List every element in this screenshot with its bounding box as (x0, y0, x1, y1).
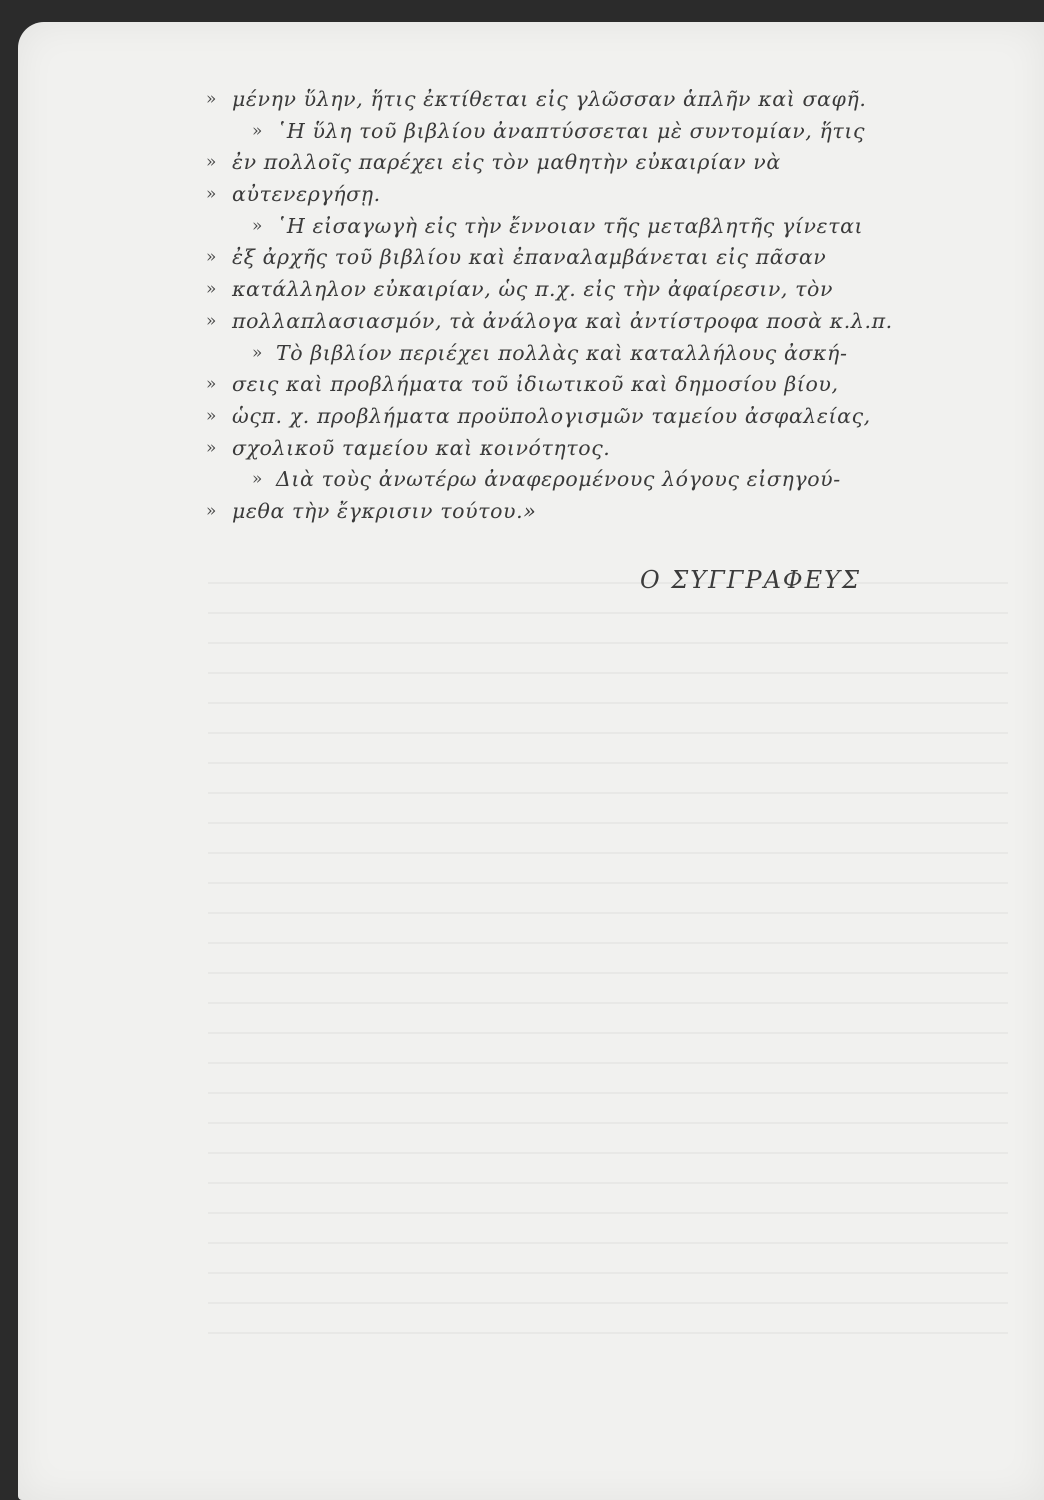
quote-mark: » (206, 405, 218, 426)
quote-mark: » (252, 342, 264, 363)
quote-mark: » (252, 469, 264, 490)
line-text: αὐτενεργήσῃ. (232, 182, 381, 207)
text-line (206, 464, 1036, 496)
quote-mark: » (252, 215, 264, 236)
text-line (206, 147, 1036, 179)
text-line (206, 116, 1036, 148)
text-line (206, 433, 1036, 465)
text-line (206, 274, 1036, 306)
show-through-texture (208, 582, 1008, 1402)
quoted-text-block (206, 84, 1036, 528)
text-line (206, 338, 1036, 370)
line-text: σεις καὶ προβλήματα τοῦ ἰδιωτικοῦ καὶ δημοσίου βίου, (232, 372, 839, 397)
quote-mark: » (206, 247, 218, 268)
quote-mark: » (252, 120, 264, 141)
quote-mark: » (206, 310, 218, 331)
line-text: ὡςπ. χ. προβλήματα προϋπολογισμῶν ταμείου ἀσφαλείας, (232, 403, 871, 428)
quote-mark: » (206, 89, 218, 109)
line-text: ῾Η ὕλη τοῦ βιβλίου ἀναπτύσσεται μὲ συντομίαν, ἥτις (276, 118, 866, 143)
line-text: σχολικοῦ ταμείου καὶ κοινότητος. (232, 435, 611, 460)
quote-mark: » (206, 374, 218, 395)
quote-mark: » (206, 152, 218, 173)
line-text: μένην ὕλην, ἥτις ἐκτίθεται εἰς γλῶσσαν ἁπλῆν καὶ σαφῆ. (232, 87, 867, 111)
quote-mark: » (206, 279, 218, 300)
text-line (206, 401, 1036, 433)
line-text: κατάλληλον εὐκαιρίαν, ὡς π.χ. εἰς τὴν ἀφαίρεσιν, τὸν (232, 277, 834, 302)
author-signature: Ο ΣΥΓΓΡΑΦΕΥΣ (640, 566, 861, 594)
line-text: Τὸ βιβλίον περιέχει πολλὰς καὶ καταλλήλους ἀσκή- (276, 340, 848, 365)
document-page (18, 22, 1044, 1500)
line-text: ἐξ ἀρχῆς τοῦ βιβλίου καὶ ἐπαναλαμβάνεται εἰς πᾶσαν (232, 245, 827, 270)
text-line (206, 84, 1036, 116)
line-text: ἐν πολλοῖς παρέχει εἰς τὸν μαθητὴν εὐκαιρίαν νὰ (232, 150, 781, 175)
line-text: πολλαπλασιασμόν, τὰ ἀνάλογα καὶ ἀντίστροφα ποσὰ κ.λ.π. (232, 308, 893, 333)
text-line (206, 306, 1036, 338)
line-text: Διὰ τοὺς ἀνωτέρω ἀναφερομένους λόγους εἰσηγού- (276, 467, 841, 492)
line-text: μεθα τὴν ἔγκρισιν τούτου.» (232, 498, 537, 523)
line-text: ῾Η εἰσαγωγὴ εἰς τὴν ἔννοιαν τῆς μεταβλητῆς γίνεται (276, 213, 864, 238)
text-line (206, 211, 1036, 243)
text-line (206, 496, 1036, 528)
quote-mark: » (206, 437, 218, 458)
text-line (206, 242, 1036, 274)
text-line (206, 369, 1036, 401)
text-line (206, 179, 1036, 211)
quote-mark: » (206, 500, 218, 521)
quote-mark: » (206, 184, 218, 205)
